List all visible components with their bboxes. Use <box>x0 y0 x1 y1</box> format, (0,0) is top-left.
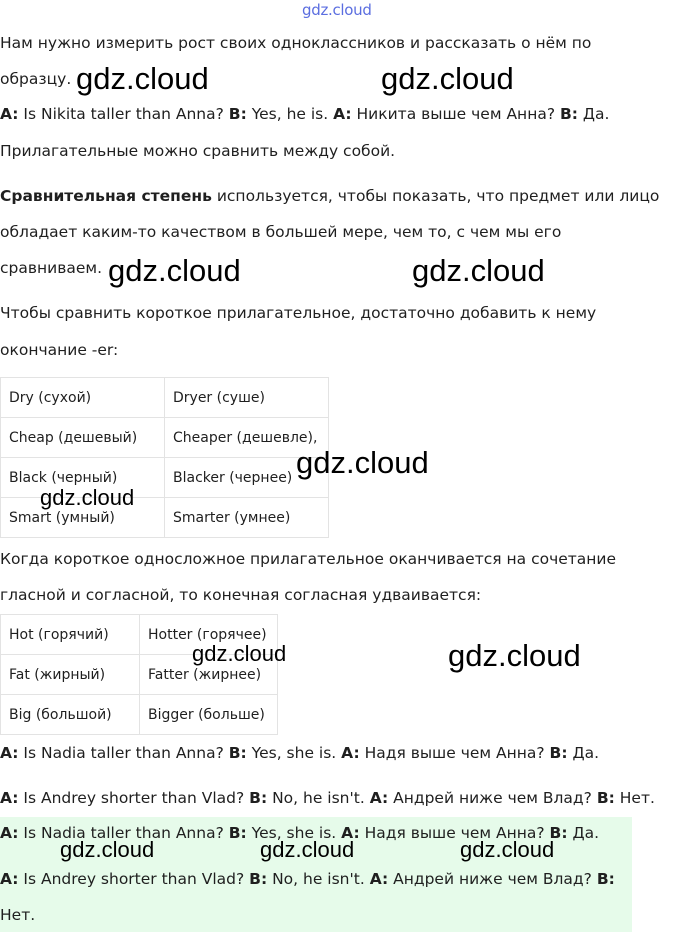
speaker-a: A: <box>0 824 19 842</box>
table-cell: Black (черный) <box>1 458 165 498</box>
table-cell: Fat (жирный) <box>1 655 140 695</box>
speaker-a: A: <box>341 824 360 842</box>
answer-en: Yes, she is. <box>246 824 342 842</box>
watermark: gdz.cloud <box>76 61 209 96</box>
answer-ru: Да. <box>567 744 600 762</box>
watermark: gdz.cloud <box>448 638 581 673</box>
definition-line-2: обладает каким-то качеством в большей мере, чем то, с чем мы его <box>0 223 562 241</box>
speaker-a: A: <box>369 789 389 807</box>
question-en: Is Nadia taller than Anna? <box>18 824 229 842</box>
watermark: gdz.cloud <box>412 253 545 288</box>
answer-en: No, he isn't. <box>267 870 370 888</box>
watermark: gdz.cloud <box>296 445 429 480</box>
answer-ru: Да. <box>567 824 600 842</box>
speaker-b: B: <box>249 870 268 888</box>
question-en: Is Nikita taller than Anna? <box>18 105 229 123</box>
question-en: Is Andrey shorter than Vlad? <box>18 789 250 807</box>
table-cell: Hotter (горячее) <box>140 615 278 655</box>
table-cell: Dry (сухой) <box>1 378 165 418</box>
table-cell: Big (большой) <box>1 695 140 735</box>
table-cell: Smart (умный) <box>1 498 165 538</box>
table-row <box>1 378 329 418</box>
question-ru: Андрей ниже чем Влад? <box>388 789 597 807</box>
question-ru: Никита выше чем Анна? <box>351 105 560 123</box>
answer-en: Yes, she is. <box>246 744 342 762</box>
speaker-b: B: <box>228 824 247 842</box>
table-cell: Hot (горячий) <box>1 615 140 655</box>
speaker-b: B: <box>596 870 615 888</box>
table-row <box>1 695 278 735</box>
highlight-line-3: Нет. <box>0 906 36 924</box>
watermark: gdz.cloud <box>60 837 155 862</box>
question-en: Is Nadia taller than Anna? <box>18 744 229 762</box>
table-cell: Cheap (дешевый) <box>1 418 165 458</box>
question-ru: Андрей ниже чем Влад? <box>388 870 597 888</box>
table-cell: Dryer (суше) <box>165 378 329 418</box>
question-en: Is Andrey shorter than Vlad? <box>18 870 250 888</box>
speaker-a: A: <box>0 105 19 123</box>
rule1-line-1: Чтобы сравнить короткое прилагательное, достаточно добавить к нему <box>0 304 597 322</box>
speaker-b: B: <box>249 789 268 807</box>
speaker-a: A: <box>0 744 19 762</box>
table-cell: Blacker (чернее) <box>165 458 329 498</box>
speaker-a: A: <box>369 870 389 888</box>
answer-en: No, he isn't. <box>267 789 370 807</box>
watermark: gdz.cloud <box>192 641 287 666</box>
table-row <box>1 418 329 458</box>
intro-line-1: Нам нужно измерить рост своих одноклассников и рассказать о нём по <box>0 34 592 52</box>
definition-line-3: сравниваем. <box>0 259 102 277</box>
rule2-line-2: гласной и согласной, то конечная согласная удваивается: <box>0 586 482 604</box>
question-ru: Надя выше чем Анна? <box>359 824 550 842</box>
table-cell: Fatter (жирнее) <box>140 655 278 695</box>
speaker-b: B: <box>549 744 568 762</box>
definition-text: используется, чтобы показать, что предмет или лицо <box>211 187 660 205</box>
intro-line-2: образцу. <box>0 70 72 88</box>
question-ru: Надя выше чем Анна? <box>359 744 550 762</box>
answer-en: Yes, he is. <box>246 105 334 123</box>
speaker-b: B: <box>228 105 247 123</box>
watermark: gdz.cloud <box>460 837 555 862</box>
answer-2 <box>0 789 655 807</box>
rule1-line-2: окончание -er: <box>0 341 119 359</box>
rule2-line-1: Когда короткое односложное прилагательное оканчивается на сочетание <box>0 550 617 568</box>
speaker-a: A: <box>341 744 360 762</box>
comparative-table <box>0 377 329 538</box>
speaker-a: A: <box>0 789 19 807</box>
watermark: gdz.cloud <box>40 485 135 510</box>
definition-line-1 <box>0 187 659 205</box>
highlight-line-2 <box>0 870 615 888</box>
speaker-b: B: <box>596 789 615 807</box>
answer-1 <box>0 744 599 762</box>
watermark: gdz.cloud <box>381 61 514 96</box>
answer-ru: Да. <box>578 105 610 123</box>
table-cell: Bigger (больше) <box>140 695 278 735</box>
table-cell: Cheaper (дешевле), <box>165 418 329 458</box>
speaker-b: B: <box>549 824 568 842</box>
speaker-a: A: <box>333 105 352 123</box>
site-label: gdz.cloud <box>302 1 372 19</box>
table-cell: Smarter (умнее) <box>165 498 329 538</box>
watermark: gdz.cloud <box>260 837 355 862</box>
definition-term: Сравнительная степень <box>0 187 212 205</box>
example-dialogue <box>0 105 609 123</box>
speaker-b: B: <box>228 744 247 762</box>
speaker-b: B: <box>559 105 578 123</box>
doubling-table <box>0 614 278 735</box>
answer-ru: Нет. <box>614 789 655 807</box>
speaker-a: A: <box>0 870 19 888</box>
watermark: gdz.cloud <box>108 253 241 288</box>
compare-note: Прилагательные можно сравнить между собой. <box>0 142 396 160</box>
